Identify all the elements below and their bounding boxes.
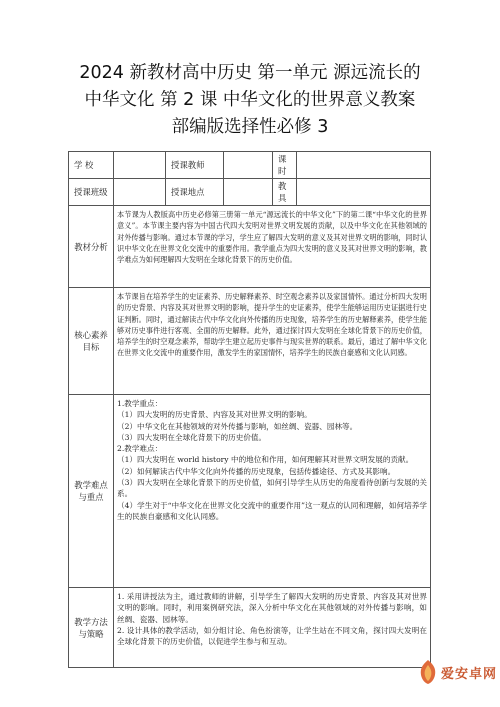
keypoint-line: （4）学生对于“中华文化在世界文化交流中的重要作用”这一观点的认同和理解，如何培养学生的民族自豪感和文化认同感。: [117, 500, 427, 521]
keypoints-text: [114, 395, 431, 588]
methods-text: [114, 588, 431, 668]
location-label: 授课地点: [166, 179, 224, 206]
methods-label: 教学方法与策略: [69, 588, 114, 668]
periods-label: 课时: [273, 152, 297, 179]
section-analysis: [69, 206, 431, 288]
title-line-1: 2024 新教材高中历史 第一单元 源远流长的: [79, 63, 421, 83]
keypoint-line: （1）四大发明的历史背景、内容及其对世界文明的影响。: [117, 410, 312, 420]
analysis-label: 教材分析: [69, 206, 114, 288]
site-watermark: [417, 655, 497, 689]
location-value: [224, 179, 273, 206]
class-label: 授课班级: [69, 179, 114, 206]
keypoint-line: （1）四大发明在 world history 中的地位和作用，如何理解其对世界文明发展的贡献。: [117, 455, 414, 465]
keypoint-line: （3）四大发明在全球化背景下的历史价值。: [117, 432, 267, 442]
keypoints-label: 教学难点与重点: [69, 395, 114, 588]
keypoint-line: （2）如何解读古代中华文化向外传播的历史现象，包括传播途径、方式及其影响。: [117, 466, 396, 476]
class-value: [114, 179, 166, 206]
school-label: 学 校: [69, 152, 114, 179]
analysis-text: 本节课为人教版高中历史必修第三册第一单元“源远流长的中华文化”下的第二课“中华文化的世界意义”。本节课主要内容为中国古代四大发明对世界文明发展的贡献，以及中华文化在其他领域的对外传播与影响。通过本节课的学习，学生应了解四大发明的意义及其对世界文明的影响，同时认识中华文化在世界文化交流中的重要作用。教学重点为四大发明的意义及其对世界文明的影响，教学难点为如何理解四大发明在全球化背景下的历史价值。: [114, 206, 431, 288]
info-row-class: [69, 179, 431, 206]
method-line: 2. 设计具体的教学活动，如分组讨论、角色扮演等，让学生站在不同文角，探讨四大发明在全球化背景下的历史价值，以促进学生参与和互动。: [117, 625, 427, 647]
teacher-label: 授课教师: [166, 152, 224, 179]
literacy-label: 核心素养目标: [69, 288, 114, 395]
section-keypoints: [69, 395, 431, 588]
aids-label: 教具: [273, 179, 297, 206]
document-title: [20, 60, 480, 141]
watermark-logo-icon: [417, 659, 439, 685]
title-line-3: 部编版选择性必修 3: [171, 117, 329, 137]
literacy-text: 本节课旨在培养学生的史证素养、历史解释素养、时空观念素养以及家国情怀。通过分析四大发明的历史背景、内容及其对世界文明的影响，提升学生的史证素养，使学生能够运用历史证据进行史证判断。同时，通过解读古代中华文化向外传播的历史现象，培养学生的历史解释素养，使学生能够对历史事件进行客观、全面的历史解释。此外，通过探讨四大发明在全球化背景下的历史价值，培养学生的时空观念素养，帮助学生建立起历史事件与现实世界的联系。最后，通过了解中华文化在世界文化交流中的重要作用，激发学生的家国情怀，培养学生的民族自豪感和文化认同感。: [114, 288, 431, 395]
lesson-plan-table: [68, 151, 431, 668]
aids-value: [297, 179, 431, 206]
keypoint-line: 1.教学重点：: [117, 399, 163, 408]
section-methods: [69, 588, 431, 668]
school-value: [114, 152, 166, 179]
teacher-value: [224, 152, 273, 179]
keypoint-line: （3）四大发明在全球化背景下的历史价值，如何引导学生从历史的角度看待创新与发展的关系。: [117, 478, 427, 499]
info-row-school: [69, 152, 431, 179]
keypoint-line: 2.教学难点：: [117, 444, 163, 454]
periods-value: [297, 152, 431, 179]
title-line-2: 中华文化 第 2 课 中华文化的世界意义教案: [84, 90, 416, 110]
method-line: 1. 采用讲授法为主，通过教师的讲解，引导学生了解四大发明的历史背景、内容及其对世界文明的影响。同时，利用案例研究法，深入分析中华文化在其他领域的对外传播与影响，如丝绸、瓷器、园林等。: [117, 592, 427, 624]
keypoint-line: （2）中华文化在其他领域的对外传播与影响，如丝绸、瓷器、园林等。: [117, 421, 358, 431]
watermark-text: 爱安卓网: [440, 666, 497, 682]
section-literacy: [69, 288, 431, 395]
